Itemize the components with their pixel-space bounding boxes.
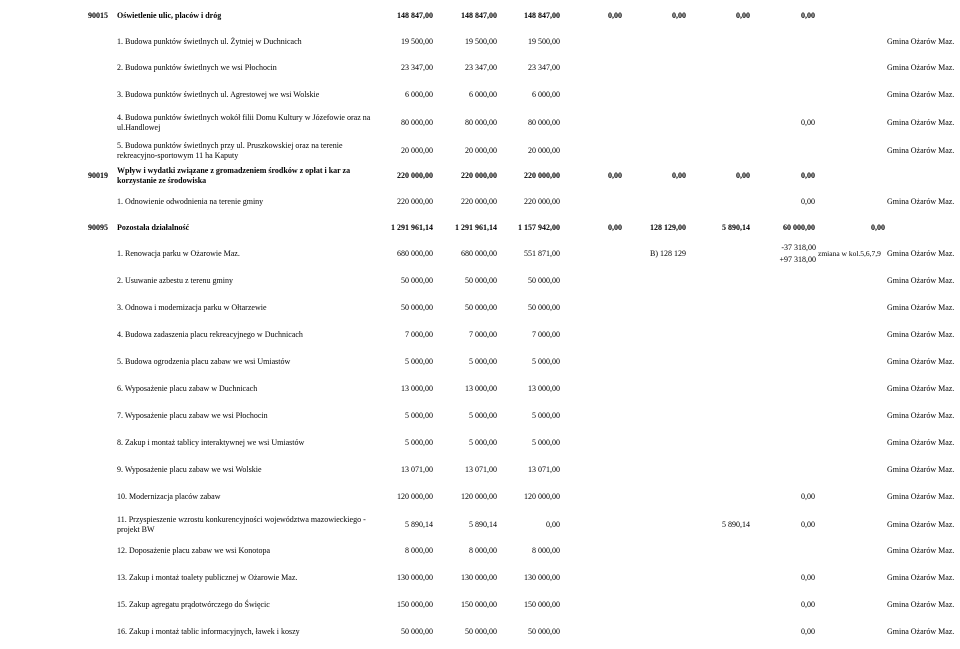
unit-name: Gmina Ożarów Maz. — [887, 492, 955, 501]
unit-name: Gmina Ożarów Maz. — [887, 573, 955, 582]
section-code: 90015 — [88, 11, 108, 20]
amount-cell: 551 871,00 — [524, 249, 560, 258]
amount-cell: 0,00 — [801, 11, 815, 20]
unit-name: Gmina Ożarów Maz. — [887, 37, 955, 46]
change-note: +97 318,00 — [779, 255, 816, 264]
amount-cell: 50 000,00 — [465, 303, 497, 312]
amount-cell: 13 071,00 — [401, 465, 433, 474]
amount-cell: 19 500,00 — [465, 37, 497, 46]
amount-cell: 130 000,00 — [397, 573, 433, 582]
amount-cell: 0,00 — [801, 118, 815, 127]
amount-cell: 120 000,00 — [397, 492, 433, 501]
unit-name: Gmina Ożarów Maz. — [887, 411, 955, 420]
unit-name: Gmina Ożarów Maz. — [887, 357, 955, 366]
unit-name: Gmina Ożarów Maz. — [887, 546, 955, 555]
amount-cell: 23 347,00 — [528, 63, 560, 72]
row-label: Pozostała działalność — [117, 223, 190, 232]
row-label: 9. Wyposażenie placu zabaw we wsi Wolskie — [117, 465, 262, 474]
unit-name: Gmina Ożarów Maz. — [887, 465, 955, 474]
amount-cell: 1 157 942,00 — [518, 223, 560, 232]
unit-name: Gmina Ożarów Maz. — [887, 63, 955, 72]
amount-cell: 80 000,00 — [528, 118, 560, 127]
amount-cell: 20 000,00 — [465, 146, 497, 155]
unit-name: Gmina Ożarów Maz. — [887, 520, 955, 529]
amount-cell: 148 847,00 — [524, 11, 560, 20]
amount-cell: 23 347,00 — [465, 63, 497, 72]
amount-cell: 5 890,14 — [722, 223, 750, 232]
unit-name: Gmina Ożarów Maz. — [887, 197, 955, 206]
amount-cell: 5 890,14 — [722, 520, 750, 529]
amount-cell: 0,00 — [736, 11, 750, 20]
amount-cell: 50 000,00 — [528, 276, 560, 285]
amount-cell: 0,00 — [801, 600, 815, 609]
unit-name: Gmina Ożarów Maz. — [887, 146, 955, 155]
row-label: 2. Usuwanie azbestu z terenu gminy — [117, 276, 233, 285]
unit-name: Gmina Ożarów Maz. — [887, 276, 955, 285]
amount-cell: 8 000,00 — [405, 546, 433, 555]
amount-cell: 13 071,00 — [528, 465, 560, 474]
amount-cell: 150 000,00 — [397, 600, 433, 609]
unit-name: Gmina Ożarów Maz. — [887, 627, 955, 636]
amount-cell: 130 000,00 — [461, 573, 497, 582]
change-note: -37 318,00 — [781, 243, 816, 252]
row-label: 1. Budowa punktów świetlnych ul. Żytniej w Duchnicach — [117, 37, 302, 46]
row-label: 10. Modernizacja placów zabaw — [117, 492, 221, 501]
amount-cell: 13 000,00 — [401, 384, 433, 393]
amount-cell: 6 000,00 — [532, 90, 560, 99]
amount-cell: 5 000,00 — [405, 438, 433, 447]
row-label: 7. Wyposażenie placu zabaw we wsi Płochocin — [117, 411, 268, 420]
amount-cell: 0,00 — [801, 520, 815, 529]
row-label: 8. Zakup i montaż tablicy interaktywnej we wsi Umiastów — [117, 438, 305, 447]
amount-cell: 0,00 — [608, 223, 622, 232]
row-label: 15. Zakup agregatu prądotwórczego do Święcic — [117, 600, 270, 609]
amount-cell: 0,00 — [736, 171, 750, 180]
amount-cell: 5 000,00 — [405, 411, 433, 420]
amount-cell: 7 000,00 — [405, 330, 433, 339]
amount-cell: 5 000,00 — [532, 411, 560, 420]
amount-cell: 19 500,00 — [401, 37, 433, 46]
amount-cell: 20 000,00 — [528, 146, 560, 155]
amount-cell: 5 000,00 — [405, 357, 433, 366]
amount-cell: 5 000,00 — [532, 357, 560, 366]
amount-cell: 680 000,00 — [397, 249, 433, 258]
row-label: 1. Renowacja parku w Ożarowie Maz. — [117, 249, 240, 258]
amount-cell: 5 890,14 — [405, 520, 433, 529]
amount-cell: 0,00 — [801, 492, 815, 501]
amount-cell: 148 847,00 — [397, 11, 433, 20]
amount-cell: 5 890,14 — [469, 520, 497, 529]
unit-name: Gmina Ożarów Maz. — [887, 330, 955, 339]
amount-cell: 0,00 — [608, 11, 622, 20]
amount-cell: 5 000,00 — [469, 411, 497, 420]
row-label: 3. Odnowa i modernizacja parku w Ołtarzewie — [117, 303, 267, 312]
amount-cell: 0,00 — [672, 171, 686, 180]
row-label: 2. Budowa punktów świetlnych we wsi Płochocin — [117, 63, 277, 72]
amount-cell: 220 000,00 — [397, 171, 433, 180]
amount-cell: 220 000,00 — [397, 197, 433, 206]
amount-cell: 80 000,00 — [465, 118, 497, 127]
amount-cell: 5 000,00 — [469, 438, 497, 447]
row-label: Oświetlenie ulic, placów i dróg — [117, 11, 222, 20]
amount-cell: 50 000,00 — [465, 627, 497, 636]
amount-cell: 220 000,00 — [524, 171, 560, 180]
amount-cell: 128 129,00 — [650, 223, 686, 232]
amount-cell: 8 000,00 — [532, 546, 560, 555]
amount-cell: 148 847,00 — [461, 11, 497, 20]
section-code: 90019 — [88, 171, 108, 180]
section-code: 90095 — [88, 223, 108, 232]
amount-cell: 7 000,00 — [469, 330, 497, 339]
amount-cell: 0,00 — [608, 171, 622, 180]
unit-name: Gmina Ożarów Maz. — [887, 90, 955, 99]
amount-cell: 220 000,00 — [524, 197, 560, 206]
row-label: 16. Zakup i montaż tablic informacyjnych, ławek i koszy — [117, 627, 300, 636]
unit-name: Gmina Ożarów Maz. — [887, 249, 955, 258]
amount-cell: 19 500,00 — [528, 37, 560, 46]
unit-name: Gmina Ożarów Maz. — [887, 303, 955, 312]
amount-cell: 23 347,00 — [401, 63, 433, 72]
amount-cell: 5 000,00 — [469, 357, 497, 366]
change-desc: zmiana w kol.5,6,7,9 — [818, 249, 881, 258]
row-label: 3. Budowa punktów świetlnych ul. Agrestowej we wsi Wolskie — [117, 90, 320, 99]
amount-cell: 220 000,00 — [461, 197, 497, 206]
amount-cell: 50 000,00 — [465, 276, 497, 285]
unit-name: Gmina Ożarów Maz. — [887, 384, 955, 393]
amount-cell: 5 000,00 — [532, 438, 560, 447]
amount-cell: 60 000,00 — [783, 223, 815, 232]
amount-cell: 0,00 — [801, 573, 815, 582]
amount-cell: 80 000,00 — [401, 118, 433, 127]
amount-cell: 7 000,00 — [532, 330, 560, 339]
amount-cell: 50 000,00 — [401, 276, 433, 285]
amount-cell: 50 000,00 — [401, 627, 433, 636]
row-label: 6. Wyposażenie placu zabaw w Duchnicach — [117, 384, 258, 393]
amount-cell: 120 000,00 — [461, 492, 497, 501]
amount-cell: 6 000,00 — [405, 90, 433, 99]
amount-cell: 13 000,00 — [528, 384, 560, 393]
amount-cell: 6 000,00 — [469, 90, 497, 99]
amount-cell: 13 071,00 — [465, 465, 497, 474]
unit-name: Gmina Ożarów Maz. — [887, 600, 955, 609]
row-label: 1. Odnowienie odwodnienia na terenie gminy — [117, 197, 264, 206]
amount-cell: 0,00 — [546, 520, 560, 529]
amount-cell: 0,00 — [871, 223, 885, 232]
amount-cell: 50 000,00 — [528, 303, 560, 312]
amount-cell: 1 291 961,14 — [455, 223, 497, 232]
row-label: 5. Budowa ogrodzenia placu zabaw we wsi Umiastów — [117, 357, 291, 366]
row-label: 11. Przyspieszenie wzrostu konkurencyjności województwa mazowieckiego - projekt BW — [117, 515, 366, 534]
amount-cell: 0,00 — [801, 197, 815, 206]
amount-cell: 150 000,00 — [461, 600, 497, 609]
row-label: 12. Doposażenie placu zabaw we wsi Konotopa — [117, 546, 271, 555]
amount-cell: 20 000,00 — [401, 146, 433, 155]
amount-cell: 0,00 — [672, 11, 686, 20]
amount-cell: 50 000,00 — [528, 627, 560, 636]
amount-cell: 680 000,00 — [461, 249, 497, 258]
amount-cell: 13 000,00 — [465, 384, 497, 393]
row-label: Wpływ i wydatki związane z gromadzeniem środków z opłat i kar za korzystanie ze środowiska — [117, 166, 351, 185]
amount-cell: 150 000,00 — [524, 600, 560, 609]
amount-cell: 0,00 — [801, 171, 815, 180]
amount-cell: 50 000,00 — [401, 303, 433, 312]
amount-cell: B) 128 129 — [650, 249, 686, 258]
unit-name: Gmina Ożarów Maz. — [887, 118, 955, 127]
row-label: 4. Budowa punktów świetlnych wokół filii Domu Kultury w Józefowie oraz na ul.Handlowej — [117, 113, 371, 132]
amount-cell: 8 000,00 — [469, 546, 497, 555]
unit-name: Gmina Ożarów Maz. — [887, 438, 955, 447]
row-label: 5. Budowa punktów świetlnych przy ul. Pruszkowskiej oraz na terenie rekreacyjno-sportowym 11 ha Kaputy — [117, 141, 343, 160]
amount-cell: 0,00 — [801, 627, 815, 636]
amount-cell: 120 000,00 — [524, 492, 560, 501]
row-label: 13. Zakup i montaż toalety publicznej w Ożarowie Maz. — [117, 573, 298, 582]
row-label: 4. Budowa zadaszenia placu rekreacyjnego w Duchnicach — [117, 330, 303, 339]
amount-cell: 220 000,00 — [461, 171, 497, 180]
amount-cell: 130 000,00 — [524, 573, 560, 582]
amount-cell: 1 291 961,14 — [391, 223, 433, 232]
